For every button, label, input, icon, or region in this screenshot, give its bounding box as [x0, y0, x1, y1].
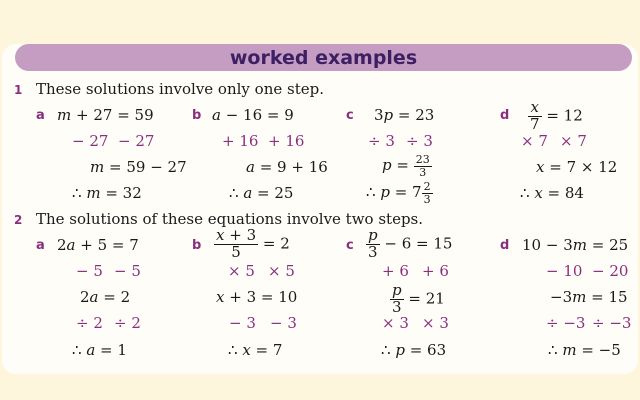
q2c-step-1: $\frac{p}{3}$ = 21 — [392, 281, 445, 316]
q2c-step-op2-right: × 3 — [422, 314, 449, 332]
q1b-equation: a − 16 = 9 — [212, 106, 294, 124]
q2b-step-op2-right: − 3 — [270, 314, 297, 332]
q2c-label: c — [346, 238, 354, 253]
q1d-equation: $\frac{x}{7}$ = 12 — [530, 98, 583, 133]
q1a-label: a — [36, 108, 45, 123]
section-title: worked examples — [229, 46, 418, 69]
question-1-number: 1 — [14, 83, 23, 97]
q1b-step-1: a = 9 + 16 — [246, 158, 328, 176]
q2c-step-op-right: + 6 — [422, 262, 449, 280]
q2c-equation: $\frac{p}{3}$ − 6 = 15 — [368, 226, 453, 261]
q2b-answer: ∴ x = 7 — [228, 341, 283, 359]
question-2-number: 2 — [14, 213, 23, 227]
q1a-equation: m + 27 = 59 — [57, 106, 154, 124]
q2d-label: d — [500, 238, 510, 253]
q2d-step-op2-left: ÷ −3 — [546, 314, 586, 332]
q1b-answer: ∴ a = 25 — [229, 184, 294, 202]
q1a-step-op-left: − 27 — [72, 132, 109, 150]
q2b-equation: $\frac{x + 3}{5}$ = 2 — [216, 226, 290, 261]
q2b-step-op-right: × 5 — [268, 262, 295, 280]
q2a-step-op-right: − 5 — [114, 262, 141, 280]
q2c-answer: ∴ p = 63 — [381, 341, 447, 359]
q2d-step-op2-right: ÷ −3 — [592, 314, 632, 332]
q1c-step-op-right: ÷ 3 — [406, 132, 433, 150]
q2d-step-op-right: − 20 — [592, 262, 629, 280]
q2b-step-op-left: × 5 — [228, 262, 255, 280]
q1d-label: d — [500, 108, 510, 123]
q2b-step-op2-left: − 3 — [229, 314, 256, 332]
q1d-step-op-right: × 7 — [560, 132, 587, 150]
q2a-answer: ∴ a = 1 — [72, 341, 127, 359]
q2a-step-op-left: − 5 — [76, 262, 103, 280]
q1d-step-1: x = 7 × 12 — [536, 158, 618, 176]
q2a-equation: 2a + 5 = 7 — [57, 236, 139, 254]
q2a-step-1: 2a = 2 — [80, 288, 131, 306]
q1b-label: b — [192, 108, 202, 123]
question-1-text: These solutions involve only one step. — [36, 80, 324, 98]
q1d-step-op-left: × 7 — [521, 132, 548, 150]
q2b-label: b — [192, 238, 202, 253]
q2a-step-op2-left: ÷ 2 — [76, 314, 103, 332]
question-2-text: The solutions of these equations involve two steps. — [36, 210, 424, 228]
q1b-step-op-left: + 16 — [222, 132, 259, 150]
q2a-step-op2-right: ÷ 2 — [114, 314, 141, 332]
q1c-answer: ∴ p = 7 $\frac{2}{3}$ — [366, 180, 431, 206]
q2c-step-op-left: + 6 — [382, 262, 409, 280]
q2a-label: a — [36, 238, 45, 253]
q2d-step-1: −3m = 15 — [550, 288, 628, 306]
section-header — [15, 44, 632, 71]
q1d-answer: ∴ x = 84 — [520, 184, 584, 202]
q1c-equation: 3p = 23 — [374, 106, 435, 124]
q2c-step-op2-left: × 3 — [382, 314, 409, 332]
q1a-step-1: m = 59 − 27 — [90, 158, 187, 176]
q2d-answer: ∴ m = −5 — [548, 341, 621, 359]
q1c-label: c — [346, 108, 354, 123]
q1b-step-op-right: + 16 — [268, 132, 305, 150]
q1a-answer: ∴ m = 32 — [72, 184, 142, 202]
q1c-step-op-left: ÷ 3 — [368, 132, 395, 150]
q1c-step-1: p = $\frac{23}{3}$ — [382, 153, 430, 179]
q2d-step-op-left: − 10 — [546, 262, 583, 280]
q2b-step-1: x + 3 = 10 — [216, 288, 298, 306]
q2d-equation: 10 − 3m = 25 — [522, 236, 629, 254]
q1a-step-op-right: − 27 — [118, 132, 155, 150]
